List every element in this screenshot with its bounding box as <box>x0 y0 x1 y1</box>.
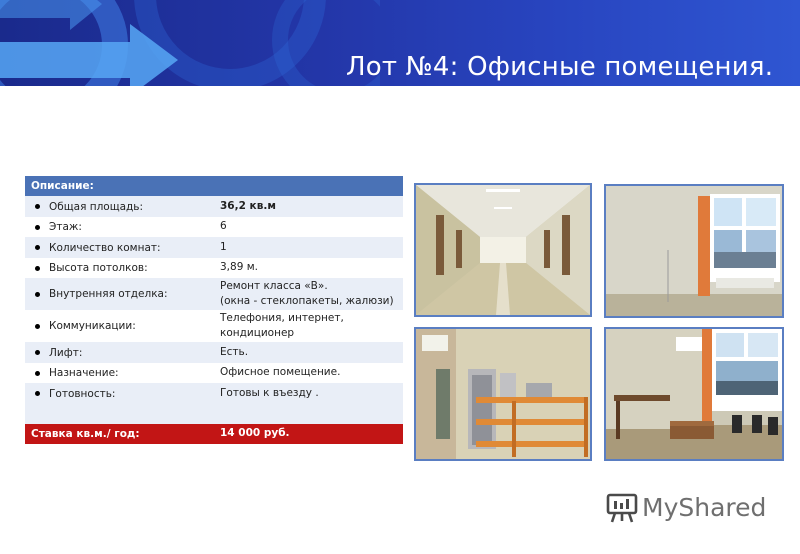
row-label: Этаж: <box>49 221 82 233</box>
row-value <box>220 279 403 309</box>
row-value: Готовы к въезду . <box>220 386 319 399</box>
meeting-room-image <box>606 329 782 459</box>
bullet-icon <box>25 225 49 230</box>
row-value-line: Телефония, интернет, <box>220 311 344 324</box>
slide-title: Лот №4: Офисные помещения. <box>346 52 774 82</box>
office-window-image <box>606 186 782 316</box>
bullet-icon <box>25 324 49 329</box>
corridor-image <box>416 185 590 315</box>
table-header <box>25 176 403 196</box>
row-value: 6 <box>220 220 227 233</box>
bullet-icon <box>25 204 49 209</box>
photo-meeting-room <box>604 327 784 461</box>
photo-server-room <box>414 327 592 461</box>
table-row <box>25 310 403 342</box>
row-label: Внутренняя отделка: <box>49 288 168 300</box>
row-value: Есть. <box>220 345 249 358</box>
photo-corridor <box>414 183 592 317</box>
table-header-label: Описание: <box>31 180 94 192</box>
rate-row <box>25 424 403 444</box>
table-row <box>25 363 403 383</box>
photo-office-window <box>604 184 784 318</box>
table-row <box>25 217 403 237</box>
row-label: Лифт: <box>49 346 83 359</box>
table-row <box>25 342 403 363</box>
table-row <box>25 196 403 217</box>
server-room-image <box>416 329 590 459</box>
rate-label: Ставка кв.м./ год: <box>31 428 140 440</box>
bullet-icon <box>25 350 49 355</box>
logo-text: MyShared <box>642 492 767 522</box>
row-value: 1 <box>220 240 227 253</box>
bullet-icon <box>25 245 49 250</box>
table-row-empty <box>25 404 403 424</box>
table-row <box>25 278 403 310</box>
table-row <box>25 237 403 258</box>
table-row <box>25 383 403 404</box>
bullet-icon <box>25 266 49 271</box>
rate-value: 14 000 руб. <box>220 427 290 440</box>
bullet-icon <box>25 391 49 396</box>
bullet-icon <box>25 371 49 376</box>
bullet-icon <box>25 292 49 297</box>
row-label: Общая площадь: <box>49 200 144 213</box>
slide-header <box>0 0 800 86</box>
row-value <box>220 311 403 341</box>
row-value: 36,2 кв.м <box>220 199 276 212</box>
row-label: Количество комнат: <box>49 241 161 254</box>
property-info-table <box>25 176 403 444</box>
row-value: Офисное помещение. <box>220 366 341 379</box>
row-label: Коммуникации: <box>49 320 136 332</box>
table-row <box>25 258 403 278</box>
row-value-line: кондиционер <box>220 327 295 339</box>
row-label: Готовность: <box>49 387 116 400</box>
row-label: Назначение: <box>49 367 119 379</box>
row-value-line: Ремонт класса «В». <box>220 279 328 292</box>
presentation-board-icon <box>606 491 638 523</box>
arrow-decoration <box>0 0 380 86</box>
myshared-logo <box>606 491 766 523</box>
row-value-line: (окна - стеклопакеты, жалюзи) <box>220 295 394 307</box>
row-value: 3,89 м. <box>220 261 258 274</box>
row-label: Высота потолков: <box>49 262 148 274</box>
